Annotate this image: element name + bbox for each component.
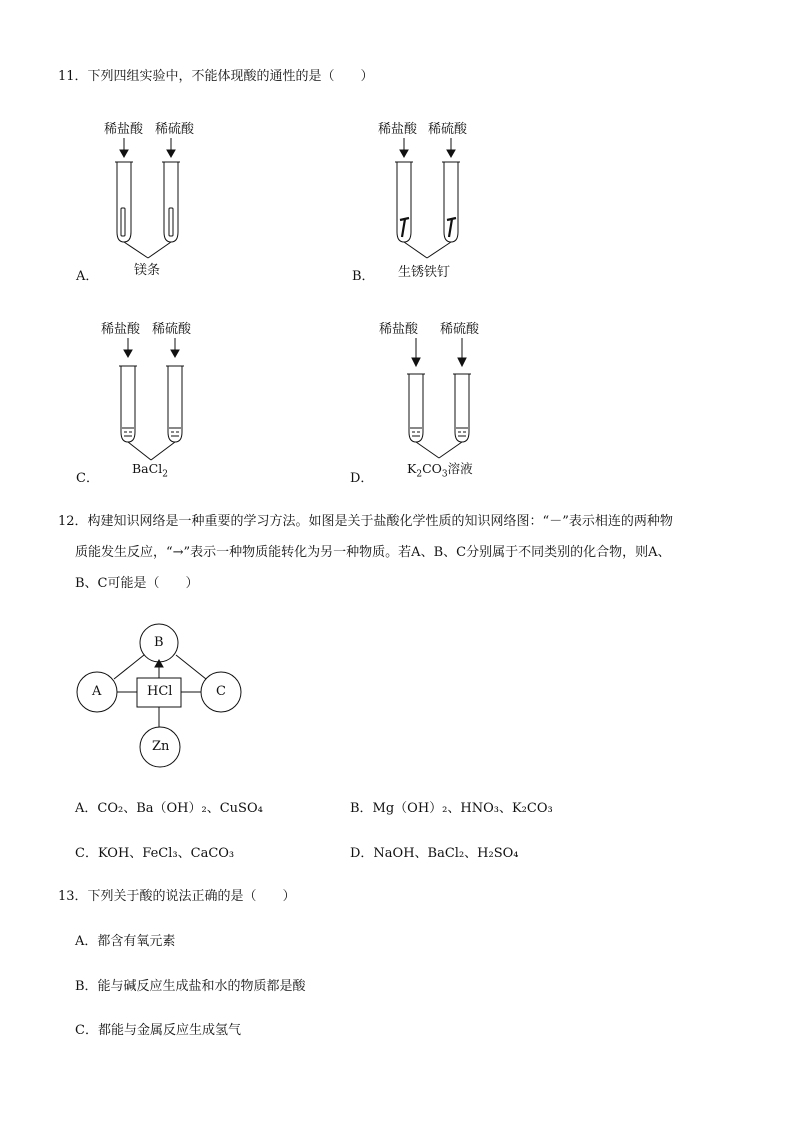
- q11-c-reagent-main: BaCl: [132, 461, 163, 476]
- q11-a-acid-left-label: 稀盐酸: [104, 122, 144, 137]
- q11-b-nail-right: [447, 218, 456, 237]
- q11-a-arrowhead-left: [120, 150, 128, 157]
- q11-b-acid-right-label: 稀硫酸: [428, 122, 468, 137]
- q12-node-b-label: B: [154, 635, 164, 650]
- q11-c-letter: C．: [76, 471, 99, 486]
- q11-c-reagent: [132, 461, 168, 480]
- q12-node-c-label: C: [216, 684, 226, 699]
- q11-a-ribbon-right: [169, 208, 173, 236]
- q11-b-apparatus: [395, 138, 460, 258]
- q11-b-acid-left-label: 稀盐酸: [378, 122, 418, 137]
- q11-d-acid-left-label: 稀盐酸: [379, 322, 419, 337]
- q12-stem-line1: 12．构建知识网络是一种重要的学习方法。如图是关于盐酸化学性质的知识网络图：“－”表示相连的两种物: [58, 514, 673, 529]
- q11-a-tube-left: [117, 162, 131, 242]
- q11-a-arrowhead-right: [167, 150, 175, 157]
- q11-c-acid-left-label: 稀盐酸: [101, 322, 141, 337]
- q11-a-acid-right-label: 稀硫酸: [155, 122, 195, 137]
- q11-d-reagent-k: K: [407, 461, 417, 476]
- q11-d-reagent-co-sub: 3: [441, 469, 448, 480]
- q12-node-zn-label: Zn: [152, 739, 170, 754]
- q11-b-nail-left: [400, 218, 409, 237]
- q11-c-apparatus: [119, 338, 184, 460]
- q11-d-letter: D．: [350, 471, 374, 486]
- q12-option-c: C．KOH、FeCl₃、CaCO₃: [75, 846, 235, 861]
- q11-a-apparatus: [115, 138, 180, 258]
- q11-a-ribbon-left: [121, 208, 125, 236]
- q11-d-reagent-k-sub: 2: [416, 469, 423, 480]
- q12-node-hcl-label: HCl: [147, 684, 173, 699]
- q11-b-reagent: 生锈铁钉: [398, 265, 451, 280]
- q11-d-acid-right-label: 稀硫酸: [440, 322, 480, 337]
- q11-d-reagent: [407, 459, 473, 480]
- q12-option-a: A．CO₂、Ba（OH）₂、CuSO₄: [75, 801, 263, 816]
- q12-option-d: D．NaOH、BaCl₂、H₂SO₄: [350, 846, 519, 861]
- q11-a-letter: A．: [76, 269, 99, 284]
- q11-c-reagent-sub: 2: [162, 469, 168, 480]
- q11-b-tube-right: [444, 162, 458, 242]
- q11-a-reagent: 镁条: [134, 263, 161, 278]
- q13-option-a: A．都含有氧元素: [75, 934, 176, 949]
- q12-line-b-c: [176, 655, 206, 679]
- q11-c-acid-right-label: 稀硫酸: [152, 322, 192, 337]
- q11-d-tube-right: [455, 374, 469, 442]
- q12-stem-line3: B、C可能是（ ）: [75, 576, 199, 591]
- q12-node-a-label: A: [92, 684, 102, 699]
- q13-option-b: B．能与碱反应生成盐和水的物质都是酸: [75, 979, 306, 994]
- q11-d-tube-left: [409, 374, 423, 442]
- q11-b-letter: B．: [352, 269, 375, 284]
- q12-stem-line2: 质能发生反应，“→”表示一种物质能转化为另一种物质。若A、B、C分别属于不同类别的化合物，则A、: [75, 545, 671, 560]
- q11-c-tube-left: [121, 366, 135, 442]
- q13-stem: 13．下列关于酸的说法正确的是（ ）: [58, 889, 296, 904]
- q11-d-reagent-tail: 溶液: [447, 461, 473, 476]
- q11-d-apparatus: [407, 338, 471, 458]
- q13-option-c: C．都能与金属反应生成氢气: [75, 1023, 241, 1038]
- q11-d-reagent-co: CO: [422, 461, 442, 476]
- q11-c-tube-right: [168, 366, 182, 442]
- q11-b-tube-left: [397, 162, 411, 242]
- q12-line-a-b: [114, 655, 144, 679]
- q11-a-tube-right: [164, 162, 178, 242]
- q12-option-b: B．Mg（OH）₂、HNO₃、K₂CO₃: [350, 801, 553, 816]
- q11-stem: 11．下列四组实验中，不能体现酸的通性的是（ ）: [58, 69, 374, 84]
